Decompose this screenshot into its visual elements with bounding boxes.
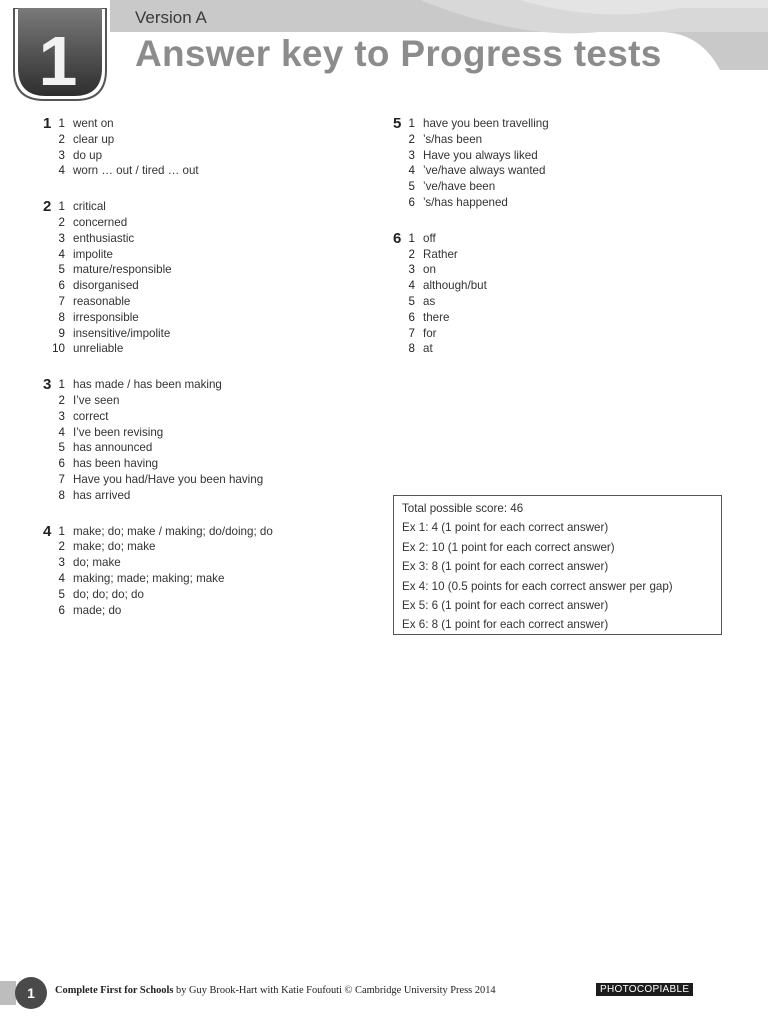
item-answer: do up bbox=[73, 148, 103, 162]
answer-item bbox=[390, 148, 730, 164]
item-number: 8 bbox=[58, 310, 65, 324]
score-line: Ex 1: 4 (1 point for each correct answer) bbox=[402, 521, 609, 535]
exercise-section bbox=[390, 116, 730, 211]
item-number: 3 bbox=[408, 263, 415, 277]
unit-number-badge bbox=[10, 8, 110, 104]
answer-item bbox=[40, 116, 360, 132]
item-answer: disorganised bbox=[73, 279, 139, 293]
credit-text: by Guy Brook-Hart with Katie Foufouti © Cambridge University Press 2014 bbox=[173, 985, 496, 996]
item-number: 1 bbox=[408, 231, 415, 245]
score-total: Total possible score: 46 bbox=[402, 502, 524, 515]
item-number: 4 bbox=[408, 279, 415, 293]
item-answer: as bbox=[423, 294, 436, 308]
item-answer: unreliable bbox=[73, 342, 124, 356]
item-answer: critical bbox=[73, 200, 106, 214]
answer-item bbox=[40, 326, 360, 342]
answer-item bbox=[40, 425, 360, 441]
answer-item bbox=[390, 179, 730, 195]
answer-item bbox=[390, 341, 730, 357]
score-line: Ex 5: 6 (1 point for each correct answer) bbox=[402, 599, 609, 613]
item-number: 7 bbox=[58, 294, 65, 308]
item-answer: I’ve seen bbox=[73, 393, 120, 407]
item-answer: making; made; making; make bbox=[73, 571, 225, 585]
item-answer: Have you always liked bbox=[423, 148, 538, 162]
item-answer: went on bbox=[73, 117, 114, 130]
item-number: 3 bbox=[58, 409, 65, 423]
answer-item bbox=[390, 278, 730, 294]
item-answer: I’ve been revising bbox=[73, 425, 164, 439]
item-number: 1 bbox=[58, 524, 65, 538]
answer-item bbox=[390, 163, 730, 179]
answer-item bbox=[40, 163, 360, 179]
answer-item bbox=[40, 587, 360, 603]
footer-credit bbox=[55, 985, 496, 996]
item-answer: has arrived bbox=[73, 488, 131, 502]
item-number: 3 bbox=[58, 148, 65, 162]
item-answer: ’ve/have been bbox=[423, 180, 496, 194]
item-number: 6 bbox=[58, 279, 65, 293]
answer-item bbox=[40, 132, 360, 148]
answer-item bbox=[40, 215, 360, 231]
item-answer: correct bbox=[73, 409, 109, 423]
answer-item bbox=[390, 262, 730, 278]
item-number: 5 bbox=[58, 587, 65, 601]
item-answer: mature/responsible bbox=[73, 263, 172, 277]
item-number: 1 bbox=[58, 117, 65, 130]
item-number: 1 bbox=[58, 378, 65, 392]
answers-left-column bbox=[40, 116, 360, 638]
item-number: 2 bbox=[408, 132, 415, 146]
item-answer: Rather bbox=[423, 247, 458, 261]
exercise-number: 3 bbox=[43, 376, 52, 394]
exercise-section bbox=[40, 377, 360, 503]
item-number: 2 bbox=[58, 132, 65, 146]
answers-right-column bbox=[390, 116, 730, 377]
answer-item bbox=[390, 326, 730, 342]
score-box bbox=[393, 495, 722, 635]
item-answer: make; do; make bbox=[73, 540, 156, 554]
answer-item bbox=[40, 555, 360, 571]
exercise-section bbox=[40, 199, 360, 357]
item-answer: enthusiastic bbox=[73, 231, 135, 245]
item-number: 3 bbox=[58, 231, 65, 245]
svg-text:1: 1 bbox=[27, 985, 35, 1001]
answer-item bbox=[40, 148, 360, 164]
score-line: Ex 4: 10 (0.5 points for each correct answer per gap) bbox=[402, 579, 673, 593]
item-number: 1 bbox=[408, 117, 415, 130]
item-answer: on bbox=[423, 263, 436, 277]
item-number: 1 bbox=[58, 200, 65, 214]
answer-item bbox=[40, 524, 360, 540]
item-answer: although/but bbox=[423, 279, 487, 293]
answer-item bbox=[40, 310, 360, 326]
exercise-number: 1 bbox=[43, 115, 52, 132]
answer-item bbox=[40, 409, 360, 425]
item-number: 3 bbox=[408, 148, 415, 162]
item-answer: Have you had/Have you been having bbox=[73, 472, 264, 486]
item-answer: has announced bbox=[73, 441, 153, 455]
item-answer: concerned bbox=[73, 215, 128, 229]
item-answer: reasonable bbox=[73, 294, 131, 308]
item-answer: impolite bbox=[73, 247, 113, 261]
answer-item bbox=[390, 310, 730, 326]
item-answer: worn … out / tired … out bbox=[73, 164, 199, 178]
item-number: 4 bbox=[408, 164, 415, 178]
answer-item bbox=[40, 603, 360, 619]
item-number: 4 bbox=[58, 164, 65, 178]
item-answer: has made / has been making bbox=[73, 378, 222, 392]
answer-item bbox=[390, 294, 730, 310]
exercise-number: 5 bbox=[393, 115, 402, 132]
answer-item bbox=[390, 132, 730, 148]
item-number: 6 bbox=[58, 603, 65, 617]
item-number: 2 bbox=[58, 393, 65, 407]
item-answer: for bbox=[423, 326, 437, 340]
item-answer: made; do bbox=[73, 603, 122, 617]
answer-item bbox=[40, 278, 360, 294]
score-line: Ex 2: 10 (1 point for each correct answer) bbox=[402, 540, 615, 554]
answer-item bbox=[40, 231, 360, 247]
answer-item bbox=[40, 294, 360, 310]
item-number: 7 bbox=[58, 472, 65, 486]
score-line: Ex 3: 8 (1 point for each correct answer) bbox=[402, 560, 609, 574]
item-number: 8 bbox=[58, 488, 65, 502]
photocopiable-badge: PHOTOCOPIABLE bbox=[596, 983, 693, 996]
item-number: 3 bbox=[58, 556, 65, 570]
item-answer: clear up bbox=[73, 132, 115, 146]
answer-item bbox=[40, 262, 360, 278]
version-label: Version A bbox=[135, 8, 207, 27]
answer-item bbox=[40, 199, 360, 215]
item-answer: make; do; make / making; do/doing; do bbox=[73, 524, 273, 538]
item-number: 5 bbox=[58, 441, 65, 455]
item-answer: have you been travelling bbox=[423, 117, 549, 130]
item-number: 5 bbox=[58, 263, 65, 277]
item-answer: ’s/has happened bbox=[423, 195, 508, 209]
item-answer: insensitive/impolite bbox=[73, 326, 171, 340]
item-number: 2 bbox=[408, 247, 415, 261]
answer-item bbox=[40, 247, 360, 263]
exercise-section bbox=[40, 116, 360, 179]
answer-item bbox=[390, 231, 730, 247]
item-answer: do; make bbox=[73, 556, 121, 570]
exercise-number: 6 bbox=[393, 229, 402, 247]
answer-item bbox=[40, 341, 360, 357]
item-answer: irresponsible bbox=[73, 310, 139, 324]
item-number: 9 bbox=[58, 326, 65, 340]
page-title: Answer key to Progress tests bbox=[135, 33, 662, 74]
page-number-tab bbox=[0, 976, 48, 1010]
item-answer: there bbox=[423, 310, 450, 324]
exercise-section bbox=[390, 231, 730, 357]
item-number: 2 bbox=[58, 215, 65, 229]
answer-item bbox=[40, 571, 360, 587]
answer-item bbox=[40, 472, 360, 488]
item-answer: do; do; do; do bbox=[73, 587, 144, 601]
score-line: Ex 6: 8 (1 point for each correct answer) bbox=[402, 618, 609, 632]
answer-item bbox=[390, 195, 730, 211]
item-answer: off bbox=[423, 231, 436, 245]
answer-item bbox=[390, 116, 730, 132]
svg-text:1: 1 bbox=[38, 22, 78, 100]
item-number: 5 bbox=[408, 294, 415, 308]
footer bbox=[0, 976, 768, 1016]
item-number: 7 bbox=[408, 326, 415, 340]
answer-item bbox=[40, 539, 360, 555]
item-number: 10 bbox=[52, 342, 65, 356]
item-number: 6 bbox=[408, 310, 415, 324]
item-number: 6 bbox=[58, 457, 65, 471]
answer-item bbox=[390, 247, 730, 263]
item-answer: ’ve/have always wanted bbox=[423, 164, 546, 178]
item-answer: at bbox=[423, 342, 433, 356]
answer-item bbox=[40, 488, 360, 504]
item-number: 2 bbox=[58, 540, 65, 554]
exercise-number: 4 bbox=[43, 522, 52, 540]
exercise-section bbox=[40, 524, 360, 619]
item-number: 6 bbox=[408, 195, 415, 209]
answer-item bbox=[40, 393, 360, 409]
item-answer: ’s/has been bbox=[423, 132, 483, 146]
answer-item bbox=[40, 440, 360, 456]
item-number: 8 bbox=[408, 342, 415, 356]
item-number: 5 bbox=[408, 180, 415, 194]
answer-item bbox=[40, 377, 360, 393]
item-number: 4 bbox=[58, 247, 65, 261]
answer-item bbox=[40, 456, 360, 472]
exercise-number: 2 bbox=[43, 198, 52, 216]
item-number: 4 bbox=[58, 425, 65, 439]
book-title: Complete First for Schools bbox=[55, 985, 174, 996]
item-number: 4 bbox=[58, 571, 65, 585]
item-answer: has been having bbox=[73, 457, 159, 471]
